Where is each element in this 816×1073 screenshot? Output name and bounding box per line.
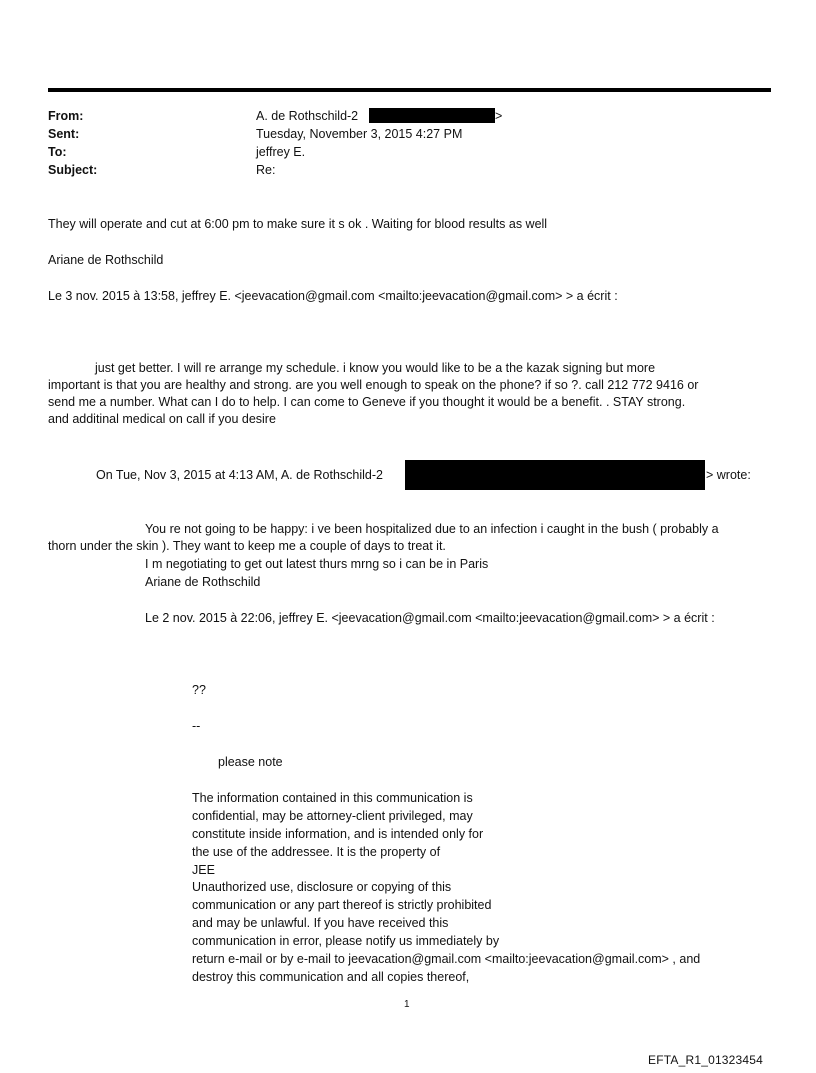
- please-note: please note: [218, 755, 283, 769]
- paragraph-line: Ariane de Rothschild: [145, 575, 261, 589]
- question-marks: ??: [192, 683, 206, 697]
- reply-line: They will operate and cut at 6:00 pm to make sure it s ok . Waiting for blood results as well: [48, 217, 548, 231]
- disclaimer-line: JEE: [192, 863, 215, 877]
- disclaimer-line: the use of the addressee. It is the property of: [192, 845, 441, 859]
- paragraph-line: I m negotiating to get out latest thurs mrng so i can be in Paris: [145, 557, 489, 571]
- from-suffix: >: [495, 109, 503, 123]
- paragraph-line: and additinal medical on call if you desire: [48, 412, 276, 426]
- disclaimer-line: return e-mail or by e-mail to jeevacation@gmail.com <mailto:jeevacation@gmail.com> , and: [192, 952, 701, 966]
- disclaimer-line: The information contained in this communication is: [192, 791, 473, 805]
- disclaimer-line: destroy this communication and all copies thereof,: [192, 970, 470, 984]
- redaction-box: [369, 108, 495, 123]
- disclaimer-line: communication or any part thereof is strictly prohibited: [192, 898, 492, 912]
- header-rule: [48, 88, 771, 92]
- subject-value: Re:: [256, 163, 276, 177]
- page-number: 1: [404, 999, 410, 1010]
- disclaimer-line: communication in error, please notify us immediately by: [192, 934, 500, 948]
- document-id: EFTA_R1_01323454: [648, 1053, 764, 1067]
- disclaimer-line: confidential, may be attorney-client privileged, may: [192, 809, 473, 823]
- to-value: jeffrey E.: [256, 145, 306, 159]
- signature-dashes: --: [192, 719, 201, 733]
- paragraph-line: thorn under the skin ). They want to keep me a couple of days to treat it.: [48, 539, 446, 553]
- to-label: To:: [48, 145, 67, 159]
- disclaimer-line: Unauthorized use, disclosure or copying of this: [192, 880, 452, 894]
- redaction-box: [405, 460, 705, 490]
- quote-header-1: Le 3 nov. 2015 à 13:58, jeffrey E. <jeevacation@gmail.com <mailto:jeevacation@gmail.com> > a écrit :: [48, 289, 618, 303]
- subject-label: Subject:: [48, 163, 98, 177]
- quote-header-3: Le 2 nov. 2015 à 22:06, jeffrey E. <jeevacation@gmail.com <mailto:jeevacation@gmail.com> > a écrit :: [145, 611, 715, 625]
- sent-label: Sent:: [48, 127, 80, 141]
- signature: Ariane de Rothschild: [48, 253, 164, 267]
- quote-header-2-suffix: > wrote:: [706, 468, 751, 482]
- quote-header-2: On Tue, Nov 3, 2015 at 4:13 AM, A. de Rothschild-2: [96, 468, 383, 482]
- paragraph-line: send me a number. What can I do to help. I can come to Geneve if you thought it would be a benefit. . STAY strong.: [48, 395, 686, 409]
- from-value: A. de Rothschild-2: [256, 109, 359, 123]
- disclaimer-line: and may be unlawful. If you have received this: [192, 916, 449, 930]
- sent-value: Tuesday, November 3, 2015 4:27 PM: [256, 127, 463, 141]
- paragraph-line: just get better. I will re arrange my schedule. i know you would like to be a the kazak signing but more: [95, 361, 656, 375]
- disclaimer-line: constitute inside information, and is intended only for: [192, 827, 484, 841]
- paragraph-line: important is that you are healthy and strong. are you well enough to speak on the phone? if so ?. call 212 772 9416 or: [48, 378, 699, 392]
- from-label: From:: [48, 109, 84, 123]
- paragraph-line: You re not going to be happy: i ve been hospitalized due to an infection i caught in the bush ( probably a: [145, 522, 719, 536]
